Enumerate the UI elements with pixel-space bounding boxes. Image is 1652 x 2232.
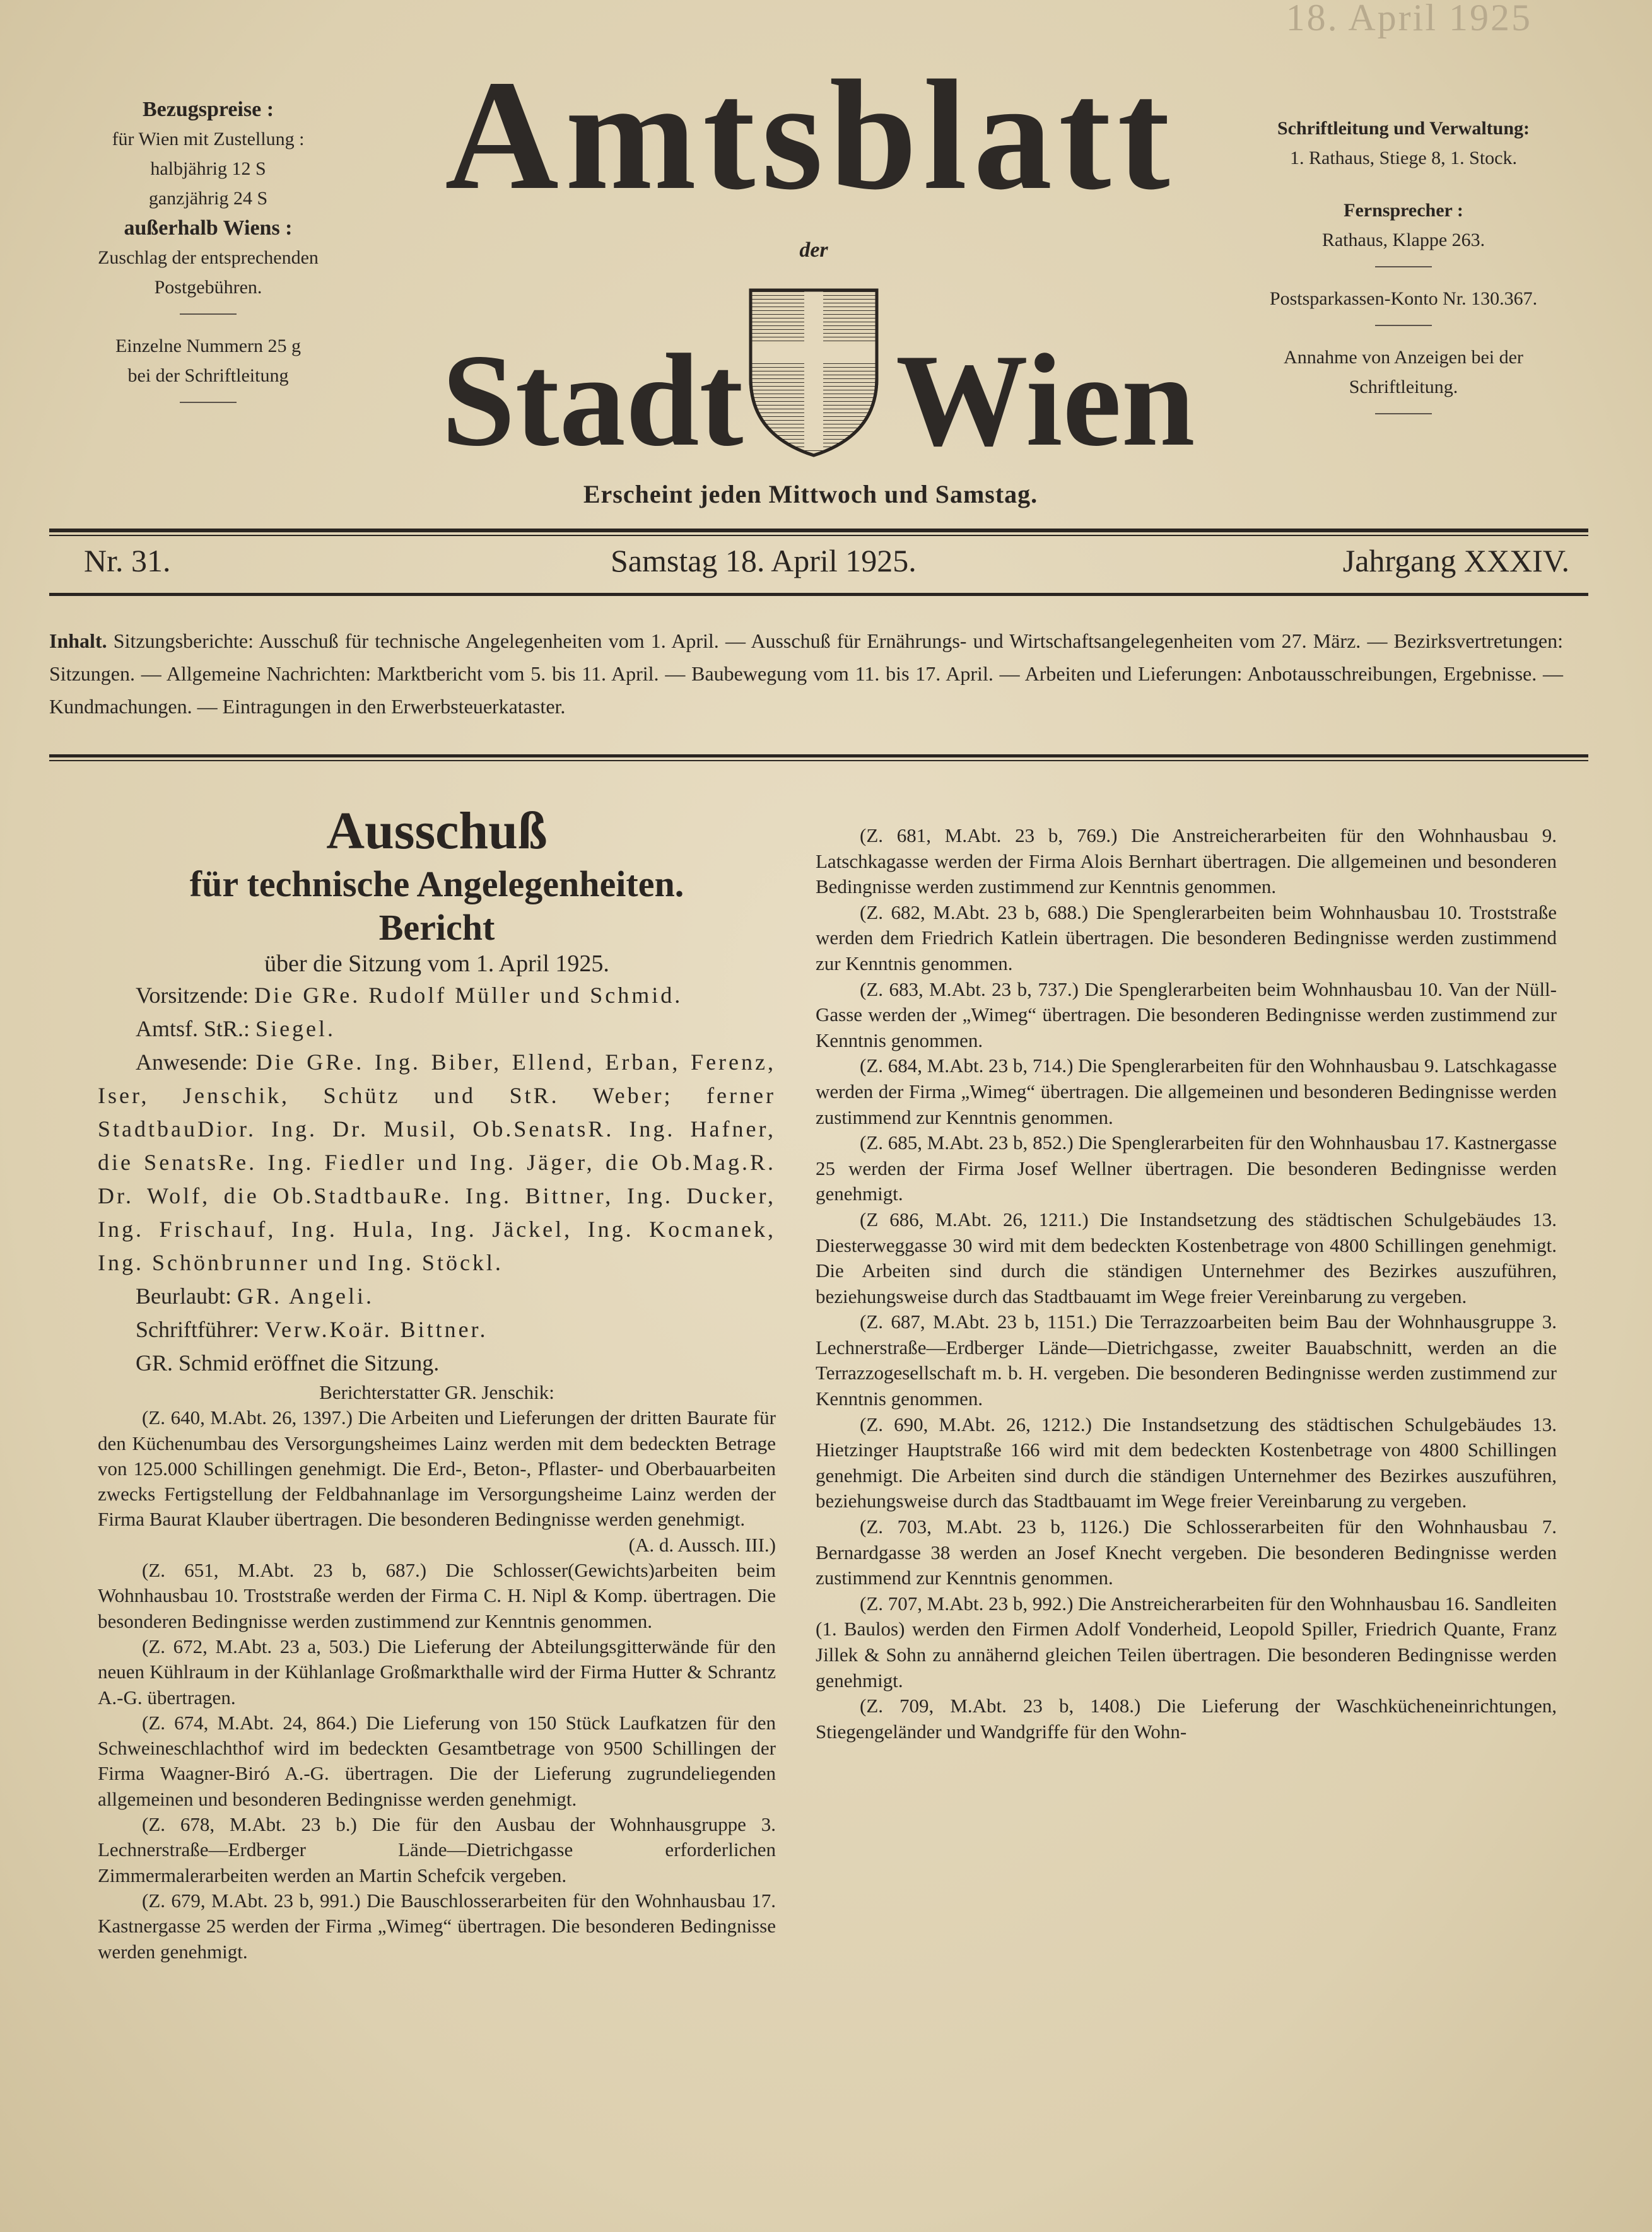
issue-volume: Jahrgang XXXIV. (1342, 543, 1569, 578)
paragraph: (Z. 679, M.Abt. 23 b, 991.) Die Bauschlosserarbeiten für den Wohnhausbau 17. Kastnergasse 25 werden der Firma „Wimeg“ übertragen. Die besonderen Bedingnisse werden genehmigt. (98, 1889, 776, 1963)
divider (180, 402, 237, 403)
prices-line: Postgebühren. (154, 277, 262, 298)
paragraph: (Z. 683, M.Abt. 23 b, 737.) Die Spenglerarbeiten beim Wohnhausbau 10. Van der Nüll-Gasse werden der „Wimeg“ übertragen. Die besonderen Bedingnisse werden zustimmend zur Kenntnis genommen. (816, 978, 1557, 1051)
rule-mid (49, 593, 1588, 596)
subscription-prices (60, 95, 356, 419)
contents-text: Sitzungsberichte: Ausschuß für technische Angelegenheiten vom 1. April. — Ausschuß für Ernährungs- und Wirtschaftsangelegenheiten vom 27. März. — Bezirksvertretungen: Sitzungen. — Allgemeine Nachrichten: Marktbericht vom 5. bis 11. April. — Baubewegung vom 11. bis 17. April. — Arbeiten und Lieferungen: Anbotausschreibungen, Ergebnisse. — Kundmachungen. — Eintragungen in den Erwerbsteuerkataster. (49, 629, 1564, 718)
paragraph: (Z. 690, M.Abt. 26, 1212.) Die Instandsetzung des städtischen Schulgebäudes 13. Hietzinger Hauptstraße 166 wird mit dem bedeckten Kostenbetrage von 4800 Schillingen genehmigt. Die Arbeiten sind durch die ständigen Unternehmer des Bezirkes auszuführen, beziehungsweise durch das Stadtbauamt im Wege freier Vereinbarung zu vergeben. (816, 1413, 1557, 1512)
article-report-label: Bericht (378, 907, 495, 948)
title-amtsblatt: Amtsblatt (445, 48, 1176, 223)
paragraph: (Z. 703, M.Abt. 23 b, 1126.) Die Schlosserarbeiten für den Wohnhausbau 7. Bernardgasse 38 werden an Josef Knecht vergeben. Die besonderen Bedingnisse werden zustimmend zur Kenntnis genommen. (816, 1516, 1557, 1589)
prices-heading: Bezugspreise : (142, 98, 274, 121)
divider (1375, 266, 1432, 267)
paragraph: (Z. 651, M.Abt. 23 b, 687.) Die Schlosser(Gewichts)arbeiten beim Wohnhausbau 10. Troststraße werden der Firma C. H. Nipl & Komp. übertragen. Die besonderen Bedingnisse werden zustimmend zur Kenntnis genommen. (98, 1559, 776, 1632)
prices-line: bei der Schriftleitung (127, 365, 289, 386)
rule-top-thin (49, 535, 1588, 536)
rule-body-thin (49, 760, 1588, 761)
title-wien: Wien (896, 327, 1195, 474)
vienna-coat-of-arms-icon (744, 284, 883, 460)
issue-number: Nr. 31. (84, 543, 171, 578)
office-line: Postsparkassen-Konto Nr. 130.367. (1269, 288, 1538, 309)
committee-reference: (A. d. Aussch. III.) (628, 1533, 776, 1556)
rule-body (49, 754, 1588, 757)
paragraph: (Z. 684, M.Abt. 23 b, 714.) Die Spenglerarbeiten für den Wohnhausbau 9. Latschkagasse werden der Firma „Wimeg“ übertragen. Die allgemeinen und besonderen Bedingnisse werden zustimmend zur Kenntnis genommen. (816, 1055, 1557, 1128)
office-heading: Schriftleitung und Verwaltung: (1277, 118, 1530, 139)
article-date: über die Sitzung vom 1. April 1925. (264, 950, 609, 977)
paragraph: (Z. 707, M.Abt. 23 b, 992.) Die Anstreicherarbeiten für den Wohnhausbau 16. Sandleiten (1. Baulos) werden den Firmen Adolf Vonderheid, Leopold Spiller, Friedrich Quante, Franz Jillek & Sohn zu annähernd gleichen Teilen übertragen. Die besonderen Bedingnisse werden genehmigt. (816, 1592, 1557, 1692)
title-der: der (799, 238, 828, 262)
secretary-line: Schriftführer: Verw.Koär. Bittner. (136, 1317, 488, 1342)
paragraph: (Z. 674, M.Abt. 24, 864.) Die Lieferung von 150 Stück Laufkatzen für den Schweineschlachthof wird im bedeckten Gesamtbetrage von 9500 Schillingen der Firma Waagner-Biró A.-G. übertragen. Die der Lieferung zugrundeliegenden allgemeinen und besonderen Bedingnisse werden genehmigt. (98, 1711, 776, 1810)
editorial-office (1227, 114, 1580, 431)
date-stamp: 18. April 1925 (1286, 0, 1532, 38)
article-subtitle: für technische Angelegenheiten. (189, 863, 684, 904)
paragraph: (Z. 681, M.Abt. 23 b, 769.) Die Anstreicherarbeiten für den Wohnhausbau 9. Latschkagasse werden der Firma Alois Bernhart übertragen. Die allgemeinen und besonderen Bedingnisse werden zustimmend zur Kenntnis genommen. (816, 824, 1557, 898)
divider (1375, 325, 1432, 326)
office-line: Fernsprecher : (1344, 200, 1463, 221)
article-title: Ausschuß (326, 802, 548, 860)
table-of-contents (49, 624, 1563, 723)
issue-line (49, 542, 1588, 587)
column-left (98, 801, 776, 1965)
opening-line: GR. Schmid eröffnet die Sitzung. (136, 1350, 440, 1376)
title-stadt: Stadt (442, 327, 744, 474)
prices-line: Einzelne Nummern 25 g (115, 336, 302, 356)
paragraph: (Z. 687, M.Abt. 23 b, 1151.) Die Terrazzoarbeiten beim Bau der Wohnhausgruppe 3. Lechnerstraße—Erdberger Lände—Dietrichgasse, zweiter Bauabschnitt, werden an die Terrazzogesellschaft m. b. H. vergeben. Die besonderen Bedingnisse werden zustimmend zur Kenntnis genommen. (816, 1311, 1557, 1410)
paragraph: (Z. 685, M.Abt. 23 b, 852.) Die Spenglerarbeiten für den Wohnhausbau 17. Kastnergasse 25 werden der Firma Josef Wellner übertragen. Die besonderen Bedingnisse werden genehmigt. (816, 1131, 1557, 1205)
column-right (816, 823, 1557, 1744)
amtsf-line: Amtsf. StR.: Siegel. (136, 1016, 336, 1041)
prices-line: ganzjährig 24 S (148, 188, 268, 209)
reporter-line: Berichterstatter GR. Jenschik: (319, 1381, 554, 1403)
paragraph: (Z. 682, M.Abt. 23 b, 688.) Die Spenglerarbeiten beim Wohnhausbau 10. Troststraße werden dem Friedrich Katlein übertragen. Die besonderen Bedingnisse werden zustimmend zur Kenntnis genommen. (816, 901, 1557, 974)
paragraph: (Z. 709, M.Abt. 23 b, 1408.) Die Lieferung der Waschkücheneinrichtungen, Stiegengeländer und Wandgriffe für den Wohn- (816, 1695, 1557, 1743)
office-line: Schriftleitung. (1349, 377, 1458, 397)
paragraph: (Z. 640, M.Abt. 26, 1397.) Die Arbeiten und Lieferungen der dritten Baurate für den Küchenumbau des Versorgungsheimes Lainz werden mit dem bedeckten Betrage von 125.000 Schillingen genehmigt. Die Erd-, Beton-, Pflaster- und Oberbauarbeiten zwecks Fertigstellung der Feldbahnanlage im Versorgungsheime Lainz werden der Firma Baurat Klauber übertragen. Die besonderen Bedingnisse werden genehmigt. (98, 1406, 776, 1531)
chair-line: Vorsitzende: Die GRe. Rudolf Müller und Schmid. (136, 983, 683, 1008)
divider (1375, 413, 1432, 414)
rule-top (49, 529, 1588, 532)
divider (180, 313, 237, 315)
publication-schedule: Erscheint jeden Mittwoch und Samstag. (583, 480, 1038, 508)
prices-line: halbjährig 12 S (150, 158, 266, 179)
prices-line: Zuschlag der entsprechenden (98, 247, 319, 268)
office-line: Rathaus, Klappe 263. (1321, 230, 1485, 250)
contents-label: Inhalt. (49, 629, 107, 652)
prices-line: für Wien mit Zustellung : (112, 129, 305, 149)
paragraph: (Z. 672, M.Abt. 23 a, 503.) Die Lieferung der Abteilungsgitterwände für den neuen Kühlraum in der Kühlanlage Großmarkthalle wird der Firma Hutter & Schrantz A.-G. übertragen. (98, 1635, 776, 1709)
issue-date: Samstag 18. April 1925. (611, 543, 917, 578)
office-line: Annahme von Anzeigen bei der (1284, 347, 1523, 368)
paragraph: (Z 686, M.Abt. 26, 1211.) Die Instandsetzung des städtischen Schulgebäudes 13. Diesterweggasse 30 wird mit dem bedeckten Kostenbetrage von 4800 Schillingen genehmigt. Die Arbeiten sind durch die ständigen Unternehmer des Bezirkes auszuführen, beziehungsweise durch das Stadtbauamt im Wege freier Vereinbarung zu vergeben. (816, 1208, 1557, 1307)
office-line: 1. Rathaus, Stiege 8, 1. Stock. (1290, 148, 1517, 168)
paragraph: (Z. 678, M.Abt. 23 b.) Die für den Ausbau der Wohnhausgruppe 3. Lechnerstraße—Erdberger Lände—Dietrichgasse erforderlichen Zimmermalerarbeiten werden an Martin Schefcik vergeben. (98, 1813, 776, 1886)
present-line: Anwesende: Die GRe. Ing. Biber, Ellend, Erban, Ferenz, Iser, Jenschik, Schütz und StR. Weber; ferner StadtbauDior. Ing. Dr. Musil, Ob.SenatsR. Ing. Hafner, die SenatsRe. Ing. Fiedler und Ing. Jäger, die Ob.Mag.R. Dr. Wolf, die Ob.StadtbauRe. Ing. Bittner, Ing. Ducker, Ing. Frischauf, Ing. Hula, Ing. Jäckel, Ing. Kocmanek, Ing. Schönbrunner und Ing. Stöckl. (98, 1049, 776, 1275)
leave-line: Beurlaubt: GR. Angeli. (136, 1283, 374, 1309)
prices-line: außerhalb Wiens : (124, 216, 293, 240)
